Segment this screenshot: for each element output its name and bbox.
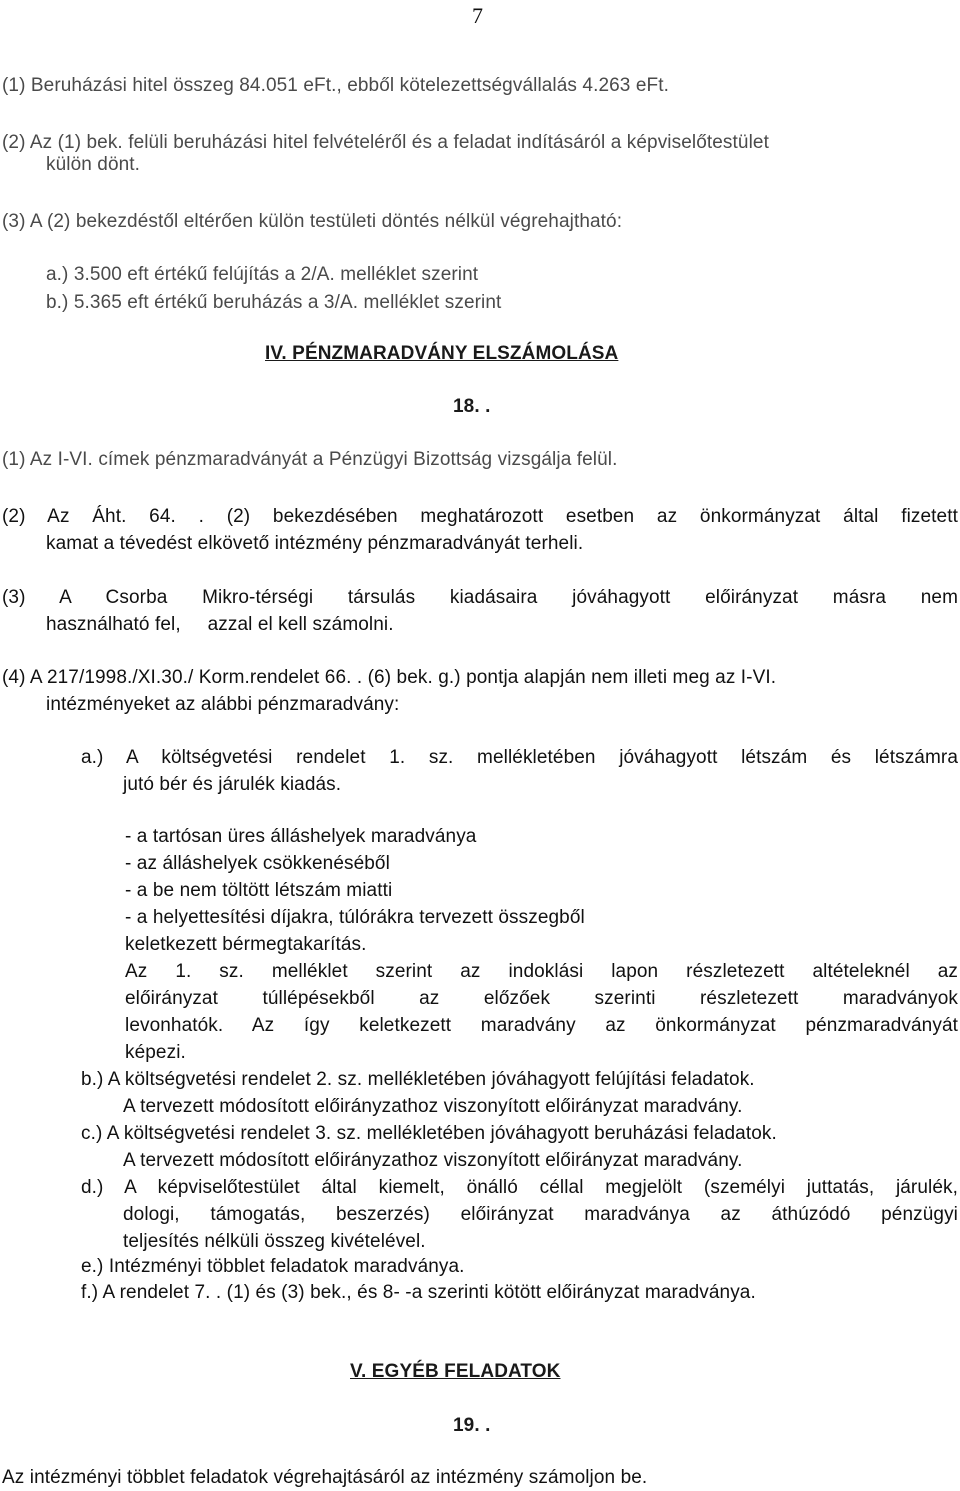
paragraph-number: 18. . — [453, 396, 491, 417]
list-item: d.) A képviselőtestület által kiemelt, önálló céllal megjelölt (személyi juttatás, járulék, — [81, 1177, 958, 1198]
list-item: e.) Intézményi többlet feladatok maradványa. — [81, 1256, 465, 1277]
list-item: a.) 3.500 eft értékű felújítás a 2/A. melléklet szerint — [46, 264, 479, 285]
paragraph-line: külön dönt. — [46, 154, 141, 175]
list-item: keletkezett bérmegtakarítás. — [125, 934, 367, 955]
list-item: c.) A költségvetési rendelet 3. sz. mellékletében jóváhagyott beruházási feladatok. — [81, 1123, 777, 1144]
paragraph-line: (3) A (2) bekezdéstől eltérően külön testületi döntés nélkül végrehajtható: — [2, 211, 623, 232]
list-item: a.) A költségvetési rendelet 1. sz. mellékletében jóváhagyott létszám és létszámra — [81, 747, 958, 768]
list-item: A tervezett módosított előirányzathoz viszonyított előirányzat maradvány. — [123, 1150, 743, 1171]
section-heading: IV. PÉNZMARADVÁNY ELSZÁMOLÁSA — [265, 343, 619, 364]
section-heading: V. EGYÉB FELADATOK — [350, 1361, 561, 1382]
list-item: A tervezett módosított előirányzathoz viszonyított előirányzat maradvány. — [123, 1096, 743, 1117]
page-number: 7 — [472, 3, 483, 28]
list-item: előirányzat túllépésekből az előzőek szerinti részletezett maradványok — [125, 988, 958, 1009]
list-item: Az 1. sz. melléklet szerint az indoklási lapon részletezett altételeknél az — [125, 961, 958, 982]
paragraph-line: (2) Az Áht. 64. . (2) bekezdésében meghatározott esetben az önkormányzat által fizetett — [2, 506, 958, 527]
paragraph-line: Az intézményi többlet feladatok végrehajtásáról az intézmény számoljon be. — [2, 1467, 648, 1488]
paragraph-line: használható fel, azzal el kell számolni. — [46, 614, 394, 635]
list-item: - a be nem töltött létszám miatti — [125, 880, 393, 901]
paragraph-number: 19. . — [453, 1415, 491, 1436]
list-item: f.) A rendelet 7. . (1) és (3) bek., és 8- -a szerinti kötött előirányzat maradványa. — [81, 1282, 756, 1303]
list-item: - az álláshelyek csökkenéséből — [125, 853, 390, 874]
list-item: dologi, támogatás, beszerzés) előirányzat maradványa az áthúzódó pénzügyi — [123, 1204, 958, 1225]
paragraph-line: (2) Az (1) bek. felüli beruházási hitel felvételéről és a feladat indításáról a képviselőtestület — [2, 132, 769, 153]
list-item: jutó bér és járulék kiadás. — [123, 774, 342, 795]
paragraph-line: (4) A 217/1998./XI.30./ Korm.rendelet 66. . (6) bek. g.) pontja alapján nem illeti meg az I-VI. — [2, 667, 777, 688]
paragraph-line: intézményeket az alábbi pénzmaradvány: — [46, 694, 400, 715]
paragraph-line: (1) Beruházási hitel összeg 84.051 eFt., ebből kötelezettségvállalás 4.263 eFt. — [2, 75, 669, 96]
list-item: - a helyettesítési díjakra, túlórákra tervezett összegből — [125, 907, 585, 928]
list-item: b.) A költségvetési rendelet 2. sz. mellékletében jóváhagyott felújítási feladatok. — [81, 1069, 755, 1090]
list-item: - a tartósan üres álláshelyek maradványa — [125, 826, 477, 847]
list-item: képezi. — [125, 1042, 186, 1063]
paragraph-line: (3) A Csorba Mikro-térségi társulás kiadásaira jóváhagyott előirányzat másra nem — [2, 587, 958, 608]
list-item: b.) 5.365 eft értékű beruházás a 3/A. melléklet szerint — [46, 292, 502, 313]
paragraph-line: kamat a tévedést elkövető intézmény pénzmaradványát terheli. — [46, 533, 584, 554]
list-item: teljesítés nélküli összeg kivételével. — [123, 1231, 426, 1252]
paragraph-line: (1) Az I-VI. címek pénzmaradványát a Pénzügyi Bizottság vizsgálja felül. — [2, 449, 618, 470]
list-item: levonhatók. Az így keletkezett maradvány az önkormányzat pénzmaradványát — [125, 1015, 958, 1036]
